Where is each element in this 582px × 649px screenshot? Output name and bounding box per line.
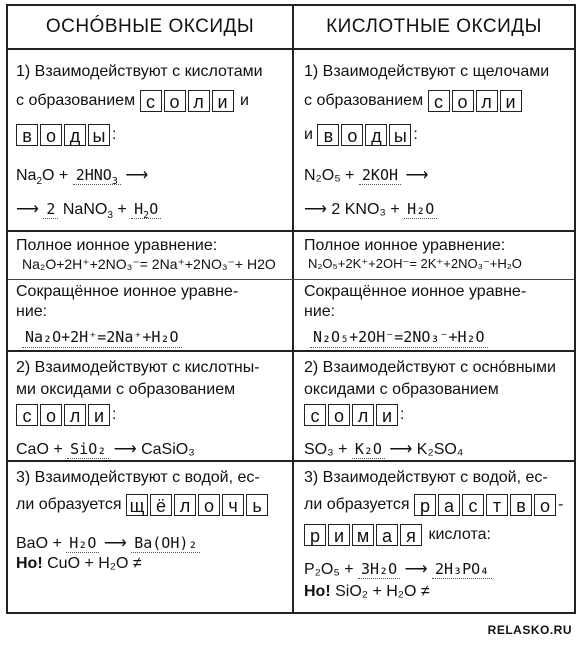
left-ion-short-title: Сокращённое ионное уравне- [16,283,239,300]
letter-box: в [317,124,339,146]
letter-box: и [376,404,398,426]
letter-box: и [328,524,350,546]
letter-box: л [64,404,86,426]
right-s3-line3: р и м а я кислота: [304,524,491,546]
handwritten-answer: 2 [43,200,58,219]
handwritten-answer: $H_2O$ [131,200,161,219]
handwritten-answer: K₂O [352,440,385,459]
left-s3-line2: ли образуется щ ё л о ч ь [16,494,270,516]
letter-box: и [212,90,234,112]
watermark: RELASKO.RU [487,623,572,637]
letter-box: ы [88,124,110,146]
left-s2-line1: 2) Взаимодействуют с кислотны- [16,359,260,376]
left-s1-reaction2: ⟶ 2 NaNO$_3$ + $H_2O$ [16,200,161,223]
handwritten-answer: H₂O [66,534,99,553]
row-divider-1 [8,230,574,232]
letter-box: с [304,404,326,426]
letter-box: я [400,524,422,546]
left-s1-line1: 1) Взаимодействуют с кислотами [16,63,263,80]
letter-box: о [198,494,220,516]
row-divider-1b [8,279,574,280]
letter-box: с [462,494,484,516]
handwritten-answer: H₂O [404,200,437,219]
left-s1-and: и [239,92,249,110]
letter-box: о [534,494,556,516]
handwritten-answer: Ba(OH)₂ [131,534,200,553]
letter-box: л [188,90,210,112]
left-ion-full-title: Полное ионное уравнение: [16,237,218,254]
right-s3-line2: ли образуется р а с т в о - [304,496,564,516]
letter-box: л [174,494,196,516]
right-s3-exception: Но! SiO₂ + H₂O ≠ [304,583,430,600]
right-s3-reaction: P₂O₅ + 3H₂O ⟶ 2H₃PO₄ [304,560,492,580]
right-s2-line2: оксидами с образованием [304,381,499,398]
letter-box: о [341,124,363,146]
letter-box: в [510,494,532,516]
word-boxes-vody [16,124,116,146]
left-s2-reaction: CaO + SiO₂ ⟶ CaSiO₃ [16,440,195,458]
left-s2-line2: ми оксидами с образованием [16,381,236,398]
letter-box: л [476,90,498,112]
left-s1-text: с образованием [16,92,136,110]
letter-box: ь [246,494,268,516]
letter-box: и [500,90,522,112]
letter-box: а [438,494,460,516]
colon: : [112,126,117,144]
row-divider-3 [8,460,574,462]
letter-box: о [40,404,62,426]
letter-box: ы [389,124,411,146]
letter-box: с [16,404,38,426]
letter-box: и [88,404,110,426]
word-boxes-soli: с о л и : [304,404,404,426]
letter-box: щ [126,494,148,516]
right-ion-short-title-2: ние: [304,303,336,320]
letter-box: д [365,124,387,146]
letter-box: в [16,124,38,146]
right-s2-reaction: SO₃ + K₂O ⟶ K₂SO₄ [304,440,464,458]
row-divider-2 [8,350,574,352]
handwritten-answer: 2H₃PO₄ [432,560,492,579]
letter-box: л [352,404,374,426]
left-ion-short-eq: Na₂O+2H⁺=2Na⁺+H₂O [22,328,182,348]
letter-box: р [414,494,436,516]
left-s3-exception: Но! CuO + H₂O ≠ [16,555,142,572]
right-s3-line1: 3) Взаимодействуют с водой, ес- [304,469,548,486]
letter-box: м [352,524,374,546]
right-ion-full-title: Полное ионное уравнение: [304,237,506,254]
handwritten-answer: SiO₂ [67,440,109,459]
left-s3-line1: 3) Взаимодействуют с водой, ес- [16,469,260,486]
header-basic-oxides: ОСНÓВНЫЕ ОКСИДЫ [45,16,255,37]
column-divider [292,6,294,612]
word-boxes-soli [140,92,240,112]
right-ion-full-eq: N₂O₅+2K⁺+2OH⁻= 2K⁺+2NO₃⁻+H₂O [308,256,522,271]
letter-box: д [64,124,86,146]
right-s1-reaction1: N₂O₅ + 2KOH ⟶ [304,166,429,184]
letter-box: ч [222,494,244,516]
right-ion-short-title: Сокращённое ионное уравне- [304,283,527,300]
right-ion-short-eq: N₂O₅+2OH⁻=2NO₃⁻+H₂O [310,328,488,348]
letter-box: о [452,90,474,112]
letter-box: с [428,90,450,112]
left-ion-full-eq: Na₂O+2H⁺+2NO₃⁻= 2Na⁺+2NO₃⁻+ H2O [22,256,276,272]
oxides-table [6,4,576,614]
letter-box: т [486,494,508,516]
handwritten-answer: $2HNO_3$ [73,166,121,185]
letter-box: с [140,90,162,112]
letter-box: о [328,404,350,426]
left-s1-reaction1: $Na_2O + 2HNO_3$ ⟶ [16,166,149,188]
left-s1-line2 [16,90,249,112]
right-s1-line1: 1) Взаимодействуют с щелочами [304,63,550,80]
header-acidic-oxides: КИСЛОТНЫЕ ОКСИДЫ [326,16,542,37]
letter-box: о [164,90,186,112]
right-s2-line1: 2) Взаимодействуют с оснóвными [304,359,556,376]
right-s1-reaction2: ⟶ 2 KNO₃ + H₂O [304,200,437,220]
header-divider [8,48,574,50]
letter-box: р [304,524,326,546]
handwritten-answer: 3H₂O [358,560,400,579]
letter-box: ё [150,494,172,516]
left-s3-reaction: BaO + H₂O ⟶ Ba(OH)₂ [16,534,200,554]
word-boxes-soli: с о л и : [16,404,116,426]
letter-box: о [40,124,62,146]
handwritten-answer: 2KOH [359,166,401,185]
right-s1-line2: с образованием с о л и [304,90,524,112]
left-ion-short-title-2: ние: [16,303,48,320]
right-s1-line3: и в о д ы : [304,126,418,146]
letter-box: а [376,524,398,546]
